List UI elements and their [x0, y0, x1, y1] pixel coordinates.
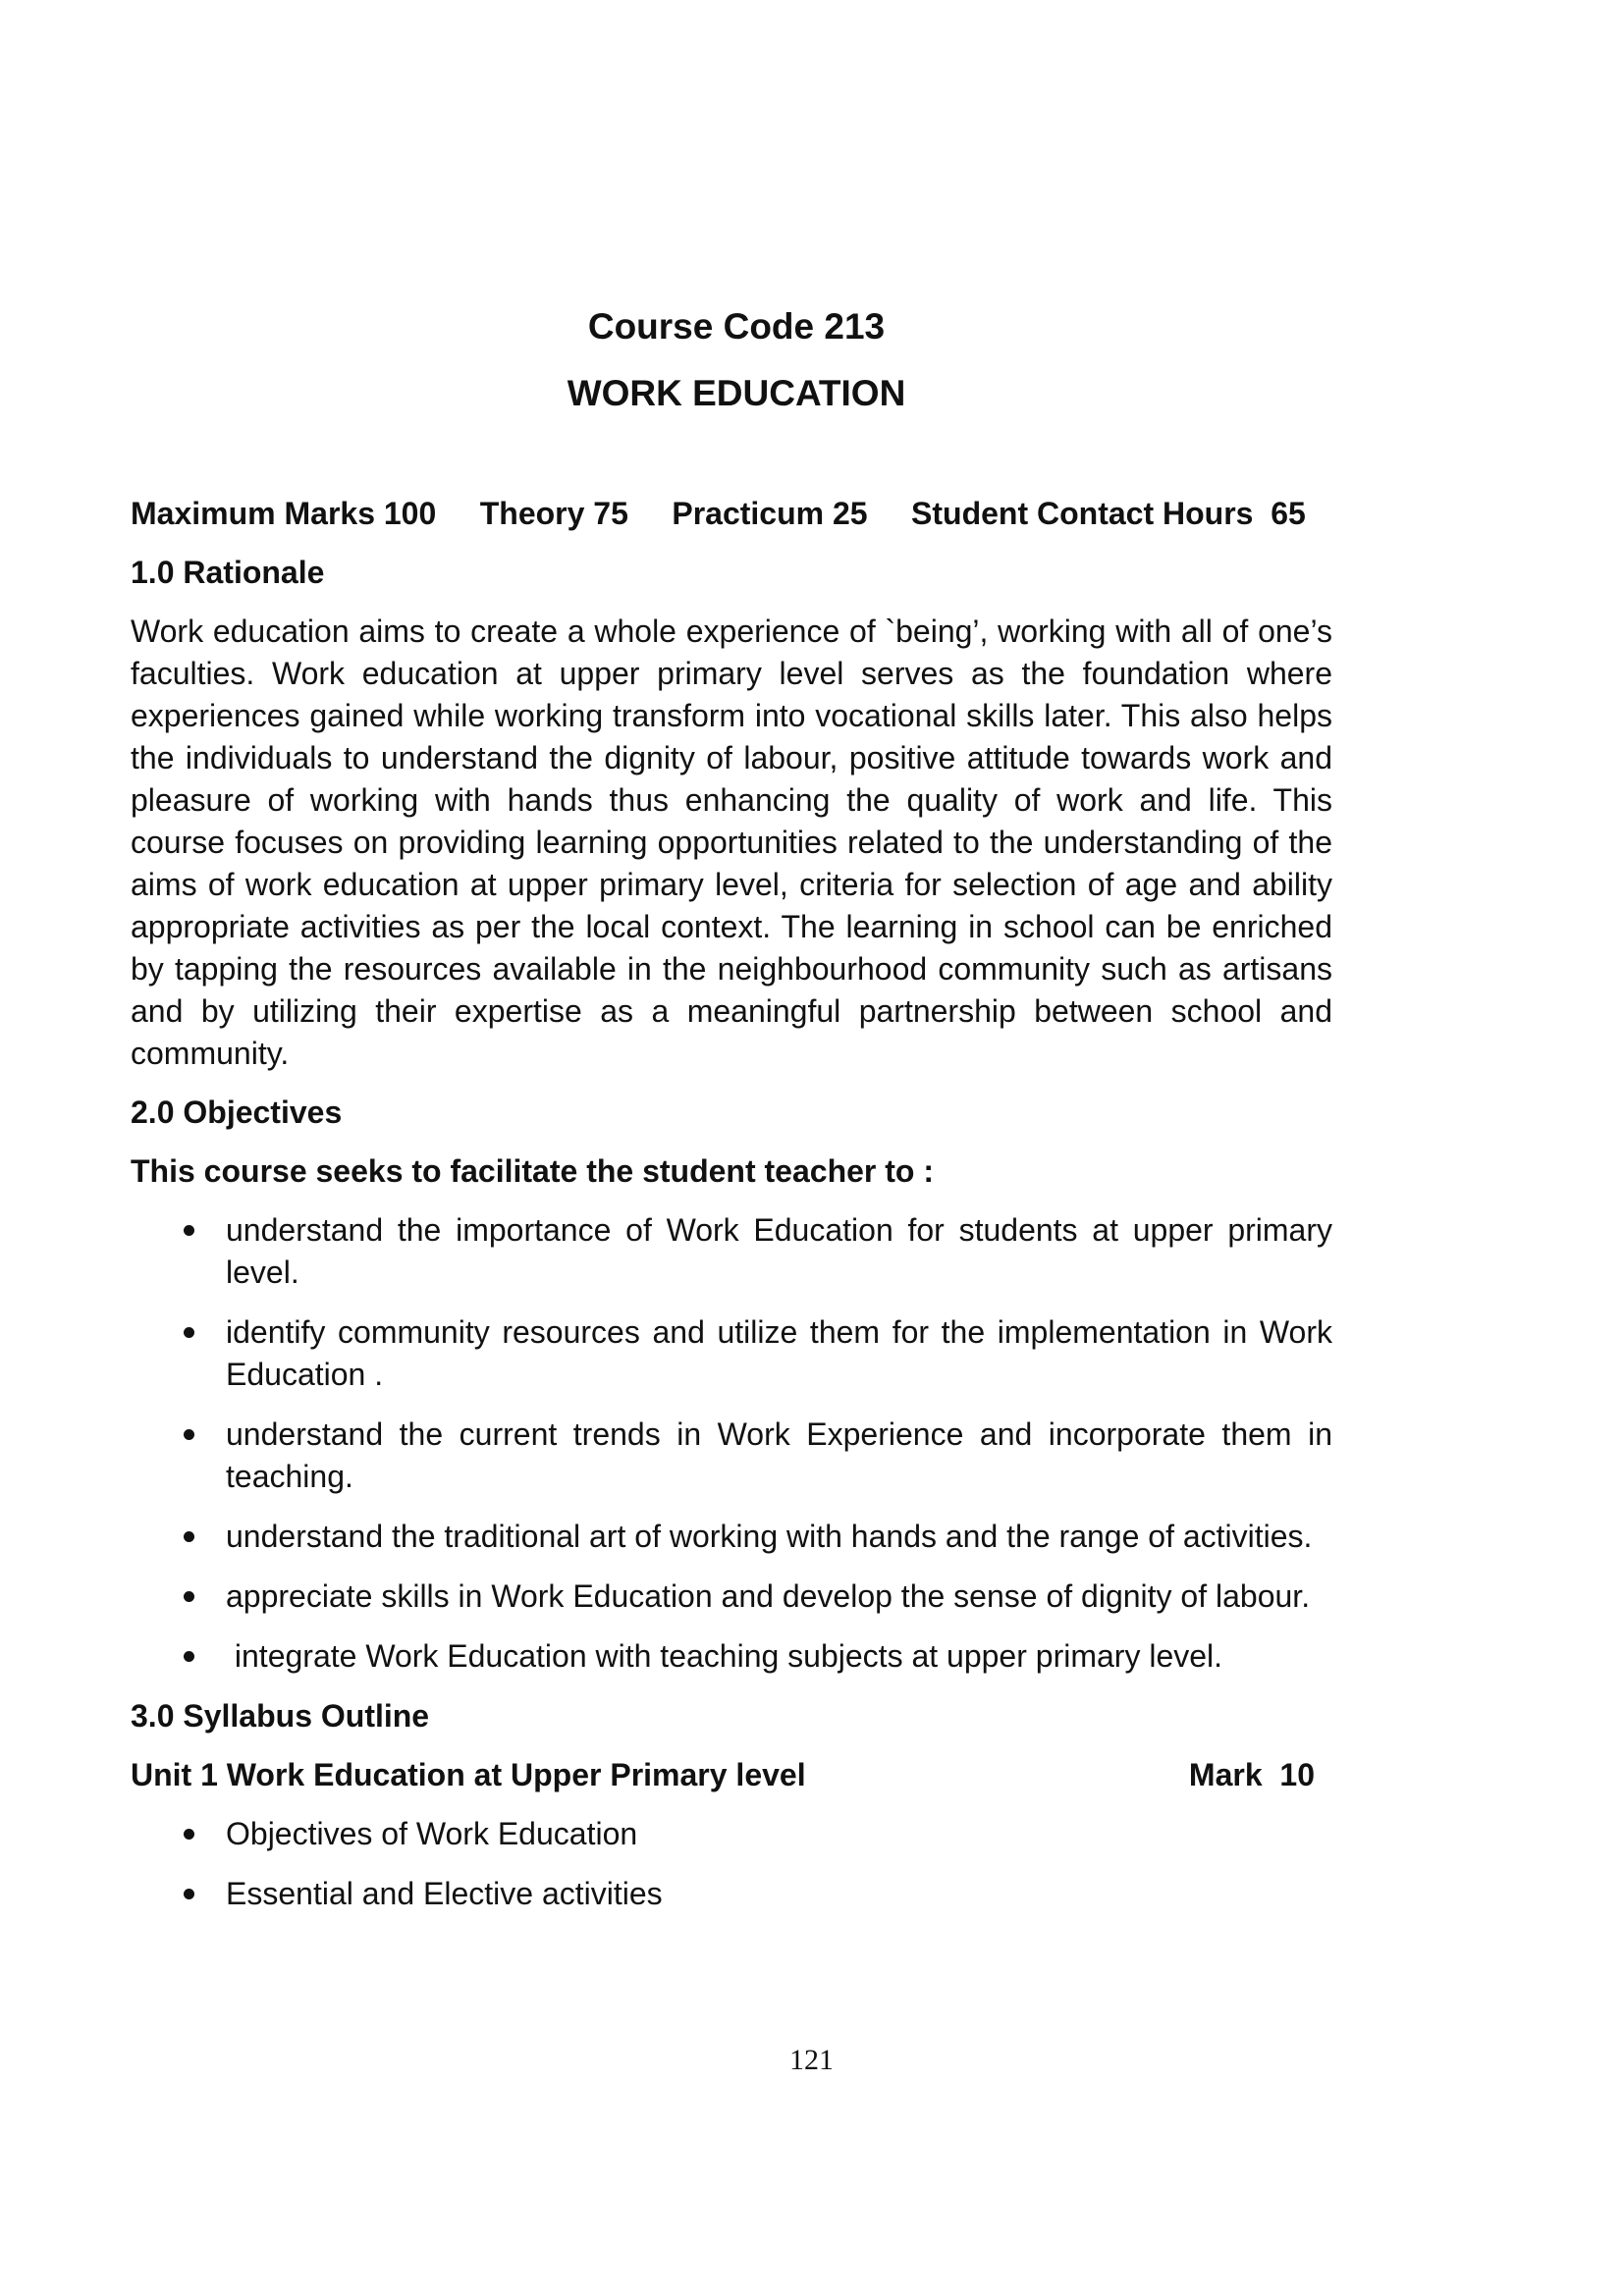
objectives-heading: 2.0 Objectives — [131, 1095, 343, 1130]
bullet-icon — [184, 1531, 194, 1542]
objectives-intro: This course seeks to facilitate the student teacher to : — [131, 1153, 934, 1189]
objective-text: appreciate skills in Work Education and develop the sense of dignity of labour. — [226, 1578, 1311, 1614]
syllabus-section — [131, 1695, 1332, 1915]
list-item — [131, 1516, 1332, 1558]
rationale-section — [131, 552, 1332, 1075]
list-item — [131, 1209, 1332, 1294]
rationale-heading: 1.0 Rationale — [131, 555, 325, 590]
topic-text: Objectives of Work Education — [226, 1816, 638, 1851]
bullet-icon — [184, 1591, 194, 1602]
unit-1-title: Unit 1 Work Education at Upper Primary level — [131, 1757, 806, 1792]
unit-1-topics — [131, 1813, 1332, 1915]
objective-text: understand the importance of Work Education for students at upper primary level. — [226, 1212, 1332, 1290]
list-item — [131, 1873, 1332, 1915]
unit-1-mark: Mark 10 — [1188, 1757, 1315, 1792]
objective-text: identify community resources and utilize them for the implementation in Work Education . — [226, 1314, 1332, 1392]
unit-1-header — [131, 1754, 1332, 1796]
list-item — [131, 1575, 1332, 1618]
course-code: Course Code 213 — [587, 306, 886, 347]
bullet-icon — [184, 1829, 194, 1840]
bullet-icon — [184, 1429, 194, 1440]
objectives-list — [131, 1209, 1332, 1678]
list-item — [131, 1311, 1332, 1396]
page-number: 121 — [789, 2044, 834, 2076]
objective-text: understand the current trends in Work Experience and incorporate them in teaching. — [226, 1416, 1332, 1494]
bullet-icon — [184, 1651, 194, 1662]
objective-text: understand the traditional art of working with hands and the range of activities. — [226, 1519, 1313, 1554]
course-meta-line: Maximum Marks 100 Theory 75 Practicum 25 Student Contact Hours 65 — [131, 496, 1306, 531]
course-title: WORK EDUCATION — [567, 373, 906, 413]
list-item — [131, 1813, 1332, 1855]
syllabus-heading: 3.0 Syllabus Outline — [131, 1698, 430, 1734]
bullet-icon — [184, 1889, 194, 1899]
document-body — [131, 493, 1332, 1933]
rationale-paragraph: Work education aims to create a whole experience of `being’, working with all of one’s faculties. Work education at upper primary level serves as the foundation where experiences gained while working transform into vocational skills later. This also helps the individuals to understand the dignity of labour, positive attitude towards work and pleasure of working with hands thus enhancing the quality of work and life. This course focuses on providing learning opportunities related to the understanding of the aims of work education at upper primary level, criteria for selection of age and ability appropriate activities as per the local context. The learning in school can be enriched by tapping the resources available in the neighbourhood community such as artisans and by utilizing their expertise as a meaningful partnership between school and community. — [131, 614, 1332, 1071]
objective-text: integrate Work Education with teaching subjects at upper primary level. — [226, 1638, 1223, 1674]
list-item — [131, 1414, 1332, 1498]
list-item — [131, 1635, 1332, 1678]
topic-text: Essential and Elective activities — [226, 1876, 663, 1911]
objectives-section — [131, 1092, 1332, 1678]
bullet-icon — [184, 1225, 194, 1236]
bullet-icon — [184, 1327, 194, 1338]
